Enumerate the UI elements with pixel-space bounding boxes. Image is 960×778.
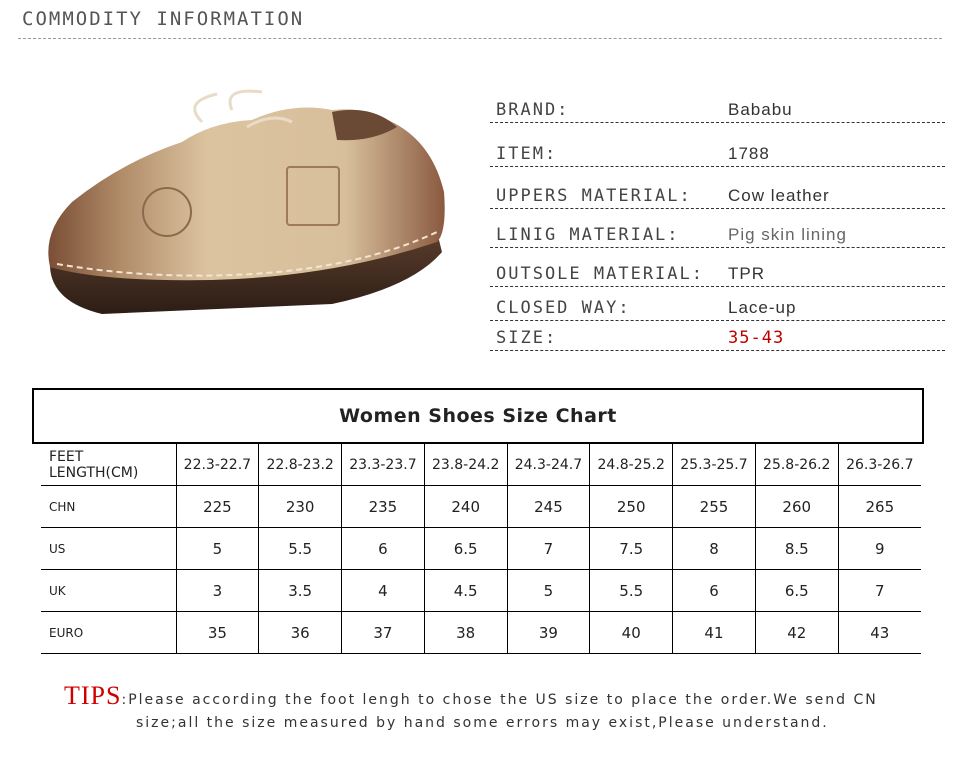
spec-row-closed-way bbox=[490, 294, 945, 321]
tips-note bbox=[64, 681, 924, 735]
size-chart-cell: 3 bbox=[176, 570, 259, 612]
tips-line-1: Please according the foot lengh to chose the US size to place the order.We send CN bbox=[128, 692, 878, 708]
product-image bbox=[32, 82, 462, 342]
size-chart-cell: 41 bbox=[673, 612, 756, 654]
size-chart-cell: 8.5 bbox=[755, 528, 838, 570]
size-chart-cell: 7 bbox=[507, 528, 590, 570]
size-chart-cell: 240 bbox=[424, 486, 507, 528]
spec-row-size bbox=[490, 324, 945, 351]
spec-label: SIZE: bbox=[496, 328, 558, 348]
size-chart-cell: 7.5 bbox=[590, 528, 673, 570]
size-chart-cell: 39 bbox=[507, 612, 590, 654]
spec-value: Cow leather bbox=[728, 186, 830, 205]
spec-row-uppers-material bbox=[490, 182, 945, 209]
header-divider bbox=[18, 38, 942, 39]
size-chart-cell: 3.5 bbox=[259, 570, 342, 612]
spec-value: Bababu bbox=[728, 100, 793, 119]
size-chart-cell: 5 bbox=[507, 570, 590, 612]
size-chart-cell: 6 bbox=[342, 528, 425, 570]
spec-value: TPR bbox=[728, 264, 765, 283]
size-chart-cell: 230 bbox=[259, 486, 342, 528]
spec-row-brand bbox=[490, 96, 945, 123]
spec-row-outsole-material bbox=[490, 260, 945, 287]
size-chart-cell: 24.8-25.2 bbox=[590, 444, 673, 486]
size-chart-cell: 4 bbox=[342, 570, 425, 612]
size-chart-row-label: US bbox=[41, 528, 176, 570]
size-chart-cell: 5.5 bbox=[590, 570, 673, 612]
size-chart-cell: 7 bbox=[838, 570, 921, 612]
size-chart-cell: 6.5 bbox=[424, 528, 507, 570]
size-chart-cell: 5 bbox=[176, 528, 259, 570]
spec-row-lining-material bbox=[490, 221, 945, 248]
size-chart-cell: 9 bbox=[838, 528, 921, 570]
spec-value: 1788 bbox=[728, 144, 770, 163]
spec-label: OUTSOLE MATERIAL: bbox=[496, 264, 704, 284]
size-chart-row bbox=[41, 486, 921, 528]
spec-row-item bbox=[490, 140, 945, 167]
size-chart-cell: 225 bbox=[176, 486, 259, 528]
size-chart-cell: 265 bbox=[838, 486, 921, 528]
size-chart-row bbox=[41, 444, 921, 486]
size-chart-cell: 36 bbox=[259, 612, 342, 654]
size-chart-cell: 35 bbox=[176, 612, 259, 654]
size-chart-table bbox=[41, 444, 921, 654]
size-chart-row bbox=[41, 612, 921, 654]
size-chart-cell: 260 bbox=[755, 486, 838, 528]
size-chart-row-label: FEET LENGTH(CM) bbox=[41, 444, 176, 486]
spec-value: Pig skin lining bbox=[728, 225, 847, 244]
shoe-upper bbox=[48, 108, 444, 281]
size-chart-cell: 4.5 bbox=[424, 570, 507, 612]
size-chart-cell: 24.3-24.7 bbox=[507, 444, 590, 486]
spec-label: LINIG MATERIAL: bbox=[496, 225, 680, 245]
size-chart-title: Women Shoes Size Chart bbox=[339, 405, 617, 427]
size-chart-cell: 23.3-23.7 bbox=[342, 444, 425, 486]
size-chart-cell: 250 bbox=[590, 486, 673, 528]
tips-colon: : bbox=[121, 692, 129, 708]
size-chart-cell: 42 bbox=[755, 612, 838, 654]
size-chart-row-label: UK bbox=[41, 570, 176, 612]
size-chart-row bbox=[41, 528, 921, 570]
tips-label: TIPS bbox=[64, 681, 122, 710]
section-title: COMMODITY INFORMATION bbox=[22, 8, 305, 30]
size-chart-row-label: EURO bbox=[41, 612, 176, 654]
size-chart-cell: 38 bbox=[424, 612, 507, 654]
size-chart-cell: 22.3-22.7 bbox=[176, 444, 259, 486]
size-chart-cell: 6.5 bbox=[755, 570, 838, 612]
spec-value: Lace-up bbox=[728, 298, 797, 317]
size-chart-row bbox=[41, 570, 921, 612]
size-chart-cell: 8 bbox=[673, 528, 756, 570]
size-chart-cell: 255 bbox=[673, 486, 756, 528]
size-chart-cell: 245 bbox=[507, 486, 590, 528]
size-chart-cell: 26.3-26.7 bbox=[838, 444, 921, 486]
size-chart-cell: 235 bbox=[342, 486, 425, 528]
size-chart-cell: 40 bbox=[590, 612, 673, 654]
size-chart-cell: 23.8-24.2 bbox=[424, 444, 507, 486]
spec-label: UPPERS MATERIAL: bbox=[496, 186, 692, 206]
size-chart-title-box bbox=[32, 388, 924, 444]
size-chart-cell: 25.8-26.2 bbox=[755, 444, 838, 486]
spec-label: BRAND: bbox=[496, 100, 570, 120]
size-chart-cell: 43 bbox=[838, 612, 921, 654]
size-chart-cell: 37 bbox=[342, 612, 425, 654]
spec-label: ITEM: bbox=[496, 144, 558, 164]
size-chart-cell: 25.3-25.7 bbox=[673, 444, 756, 486]
shoe-illustration bbox=[32, 82, 462, 342]
size-chart-cell: 5.5 bbox=[259, 528, 342, 570]
size-chart-cell: 22.8-23.2 bbox=[259, 444, 342, 486]
tips-line-2: size;all the size measured by hand some errors may exist,Please understand. bbox=[136, 715, 829, 731]
size-chart-cell: 6 bbox=[673, 570, 756, 612]
spec-value-size: 35-43 bbox=[728, 328, 785, 348]
spec-label: CLOSED WAY: bbox=[496, 298, 631, 318]
size-chart-row-label: CHN bbox=[41, 486, 176, 528]
